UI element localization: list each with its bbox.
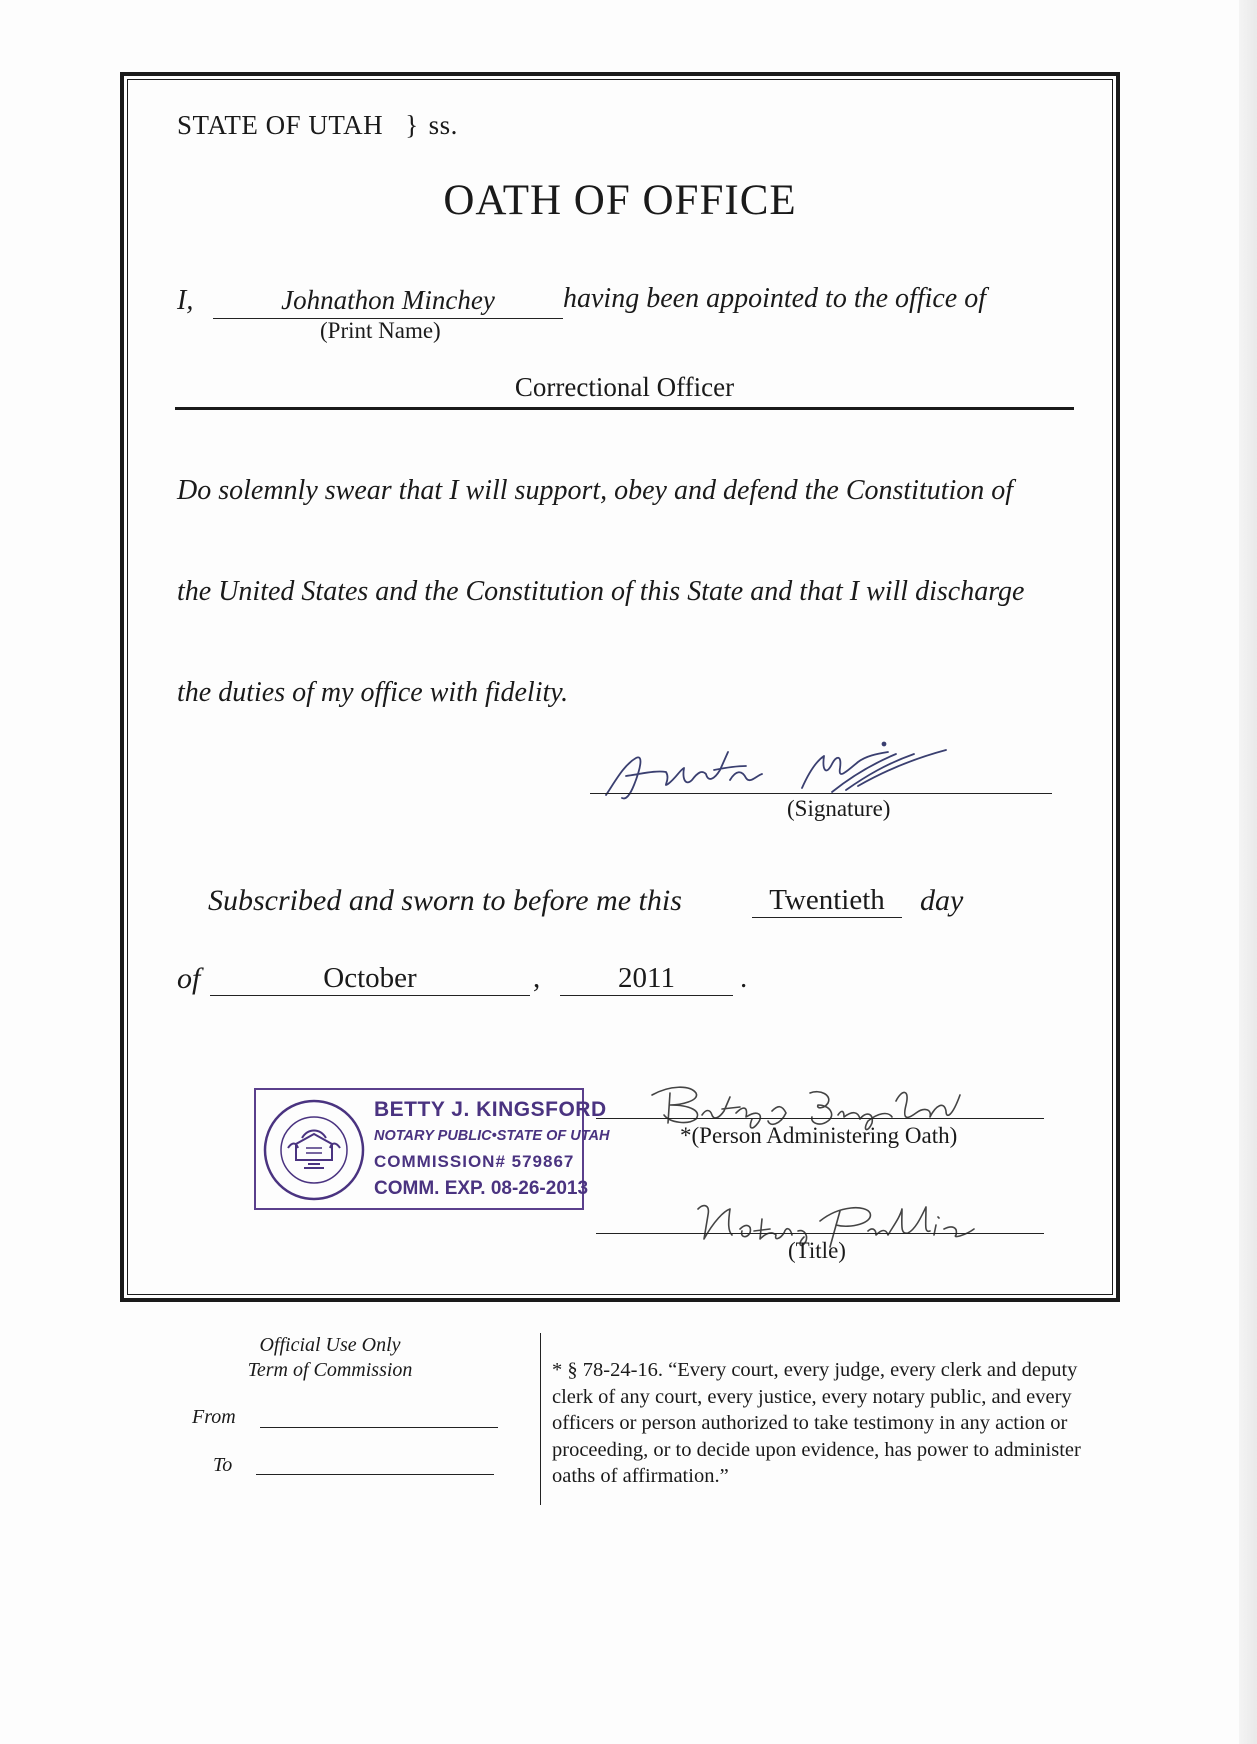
- of-word: of: [177, 962, 201, 995]
- sworn-text: Subscribed and sworn to before me this: [208, 884, 682, 917]
- office-field: Correctional Officer: [175, 372, 1074, 410]
- notary-name: BETTY J. KINGSFORD: [374, 1098, 607, 1121]
- to-field: [256, 1474, 494, 1475]
- notary-expiration: COMM. EXP. 08-26-2013: [374, 1178, 589, 1199]
- print-name-caption: (Print Name): [320, 318, 441, 343]
- from-field: [260, 1427, 498, 1428]
- title-line: [596, 1233, 1044, 1234]
- signature-line: [590, 793, 1052, 794]
- state-seal-icon: [262, 1098, 366, 1202]
- year-field: 2011: [560, 962, 733, 996]
- pronoun-i: I,: [177, 285, 194, 316]
- from-label: From: [192, 1406, 236, 1428]
- paper-edge: [1239, 0, 1257, 1744]
- title-caption: (Title): [788, 1238, 846, 1263]
- day-word: day: [920, 884, 964, 917]
- state-brace: }: [405, 110, 419, 140]
- officer-signature: [596, 740, 976, 810]
- official-use-label: Official Use Only: [259, 1334, 401, 1356]
- state-heading: [177, 110, 458, 141]
- oath-line-3: the duties of my office with fidelity.: [177, 677, 569, 708]
- oath-line-2: the United States and the Constitution of this State and that I will discharge: [177, 576, 1025, 607]
- notary-title: NOTARY PUBLIC•STATE OF UTAH: [374, 1128, 610, 1144]
- date-comma: ,: [533, 962, 541, 994]
- administrator-line: [596, 1118, 1044, 1119]
- state-name: STATE OF UTAH: [177, 110, 384, 140]
- official-use-heading: [230, 1333, 430, 1383]
- print-name-field: Johnathon Minchey: [213, 285, 563, 319]
- ss-abbrev: ss.: [428, 110, 458, 140]
- date-period: .: [740, 962, 748, 994]
- signature-caption: (Signature): [787, 796, 891, 821]
- term-of-commission-label: Term of Commission: [247, 1359, 413, 1381]
- to-label: To: [213, 1454, 233, 1476]
- administrator-caption: *(Person Administering Oath): [680, 1123, 958, 1148]
- footer-divider: [540, 1333, 541, 1505]
- appointed-text: having been appointed to the office of: [563, 283, 987, 314]
- document-title: OATH OF OFFICE: [443, 177, 797, 224]
- statute-note: * § 78-24-16. “Every court, every judge, every clerk and deputy clerk of any court, every justice, every notary public, and every officers or person authorized to take testimony in any action or proceeding, or to decide upon evidence, has power to administer oaths of affirmation.”: [552, 1359, 1081, 1487]
- day-field: Twentieth: [752, 884, 902, 918]
- notary-stamp: [254, 1088, 610, 1210]
- month-field: October: [210, 962, 530, 996]
- oath-line-1: Do solemnly swear that I will support, obey and defend the Constitution of: [177, 475, 1014, 506]
- notary-commission: COMMISSION# 579867: [374, 1152, 575, 1171]
